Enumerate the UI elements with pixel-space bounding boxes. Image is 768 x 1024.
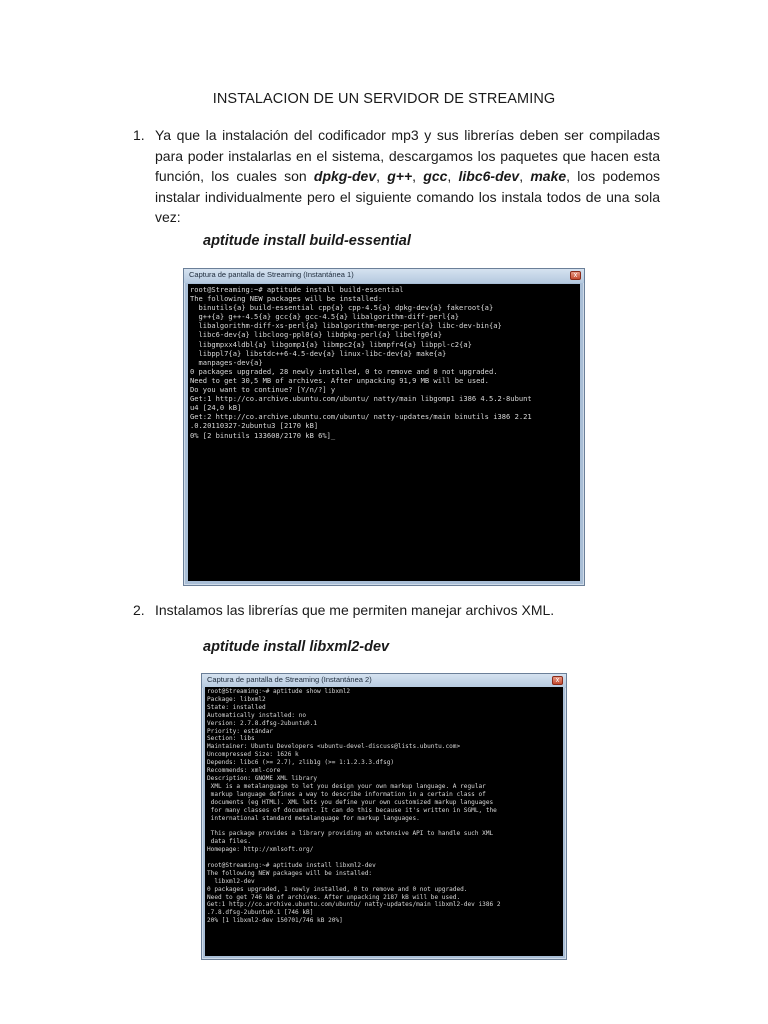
- terminal-line: The following NEW packages will be installed:: [190, 294, 383, 304]
- terminal-line: Need to get 746 kB of archives. After unpacking 2187 kB will be used.: [207, 893, 461, 901]
- terminal-line: documents (eg HTML). XML lets you define your own customized markup languages: [207, 798, 494, 806]
- package-name: g++: [387, 168, 413, 184]
- list-number: 2.: [133, 602, 145, 618]
- terminal-line: libgmpxx4ldbl{a} libgomp1{a} libmpc2{a} libmpfr4{a} libppl-c2{a}: [190, 339, 472, 349]
- terminal-line: This package provides a library providing an extensive API to handle such XML: [207, 830, 494, 838]
- terminal-line: Do you want to continue? [Y/n/?] y: [190, 385, 336, 395]
- terminal-line: 0% [2 binutils 133608/2170 kB 6%]_: [190, 430, 336, 440]
- terminal-line: Get:1 http://co.archive.ubuntu.com/ubuntu/ natty-updates/main libxml2-dev i386 2: [207, 901, 501, 909]
- terminal-line: u4 [24,0 kB]: [190, 403, 242, 413]
- terminal-line: Depends: libc6 (>= 2.7), zlib1g (>= 1:1.2.3.3.dfsg): [207, 759, 395, 767]
- terminal-line: 0 packages upgraded, 1 newly installed, 0 to remove and 0 not upgraded.: [207, 885, 468, 893]
- screenshot-window-1: [183, 268, 585, 586]
- terminal-line: manpages-dev{a}: [190, 357, 263, 367]
- separator: ,: [519, 168, 531, 184]
- terminal-line: Section: libs: [207, 735, 255, 743]
- terminal-line: .7.8.dfsg-2ubuntu0.1 [746 kB]: [207, 909, 314, 917]
- close-icon[interactable]: x: [552, 676, 563, 685]
- terminal-line: Maintainer: Ubuntu Developers <ubuntu-devel-discuss@lists.ubuntu.com>: [207, 743, 461, 751]
- terminal-line: 0 packages upgraded, 28 newly installed, 0 to remove and 0 not upgraded.: [190, 366, 498, 376]
- terminal-line: Get:2 http://co.archive.ubuntu.com/ubuntu/ natty-updates/main binutils i386 2.21: [190, 412, 532, 422]
- terminal-line: markup language defines a way to describe information in a certain class of: [207, 790, 486, 798]
- terminal-line: XML is a metalanguage to let you design your own markup language. A regular: [207, 782, 486, 790]
- window-titlebar: [202, 674, 566, 688]
- terminal-output: [205, 687, 563, 925]
- separator: ,: [376, 168, 388, 184]
- package-name: dpkg-dev: [313, 168, 377, 184]
- terminal-line: State: installed: [207, 703, 266, 711]
- terminal-line: for many classes of document. It can do this because it's written in SGML, the: [207, 806, 497, 814]
- terminal-line: .0.20110327-2ubuntu3 [2170 kB]: [190, 421, 319, 431]
- terminal-line: The following NEW packages will be installed:: [207, 869, 373, 877]
- terminal-line: Homepage: http://xmlsoft.org/: [207, 846, 314, 854]
- terminal-line: Uncompressed Size: 1626 k: [207, 751, 299, 759]
- terminal-line: root@Streaming:~# aptitude show libxml2: [207, 688, 351, 695]
- close-icon[interactable]: x: [570, 271, 581, 280]
- terminal-line: binutils{a} build-essential cpp{a} cpp-4.5{a} dpkg-dev{a} fakeroot{a}: [190, 303, 494, 313]
- terminal-line: Priority: estándar: [207, 727, 274, 735]
- command-libxml2-dev: aptitude install libxml2-dev: [203, 639, 390, 655]
- terminal-line: root@Streaming:~# aptitude install libxml2-dev: [207, 861, 376, 869]
- window-titlebar: [184, 269, 584, 283]
- list-item-1: [133, 125, 660, 228]
- document-title: INSTALACION DE UN SERVIDOR DE STREAMING: [212, 91, 556, 107]
- list-item-text: Instalamos las librerías que me permiten manejar archivos XML.: [155, 602, 555, 618]
- terminal-line: Description: GNOME XML library: [207, 774, 318, 782]
- list-number: 1.: [133, 127, 145, 143]
- terminal-line: libc6-dev{a} libcloog-ppl0{a} libdpkg-perl{a} libelfg0{a}: [190, 330, 442, 340]
- terminal-screen: [188, 284, 580, 581]
- terminal-screen: [205, 687, 563, 956]
- terminal-line: libalgorithm-diff-xs-perl{a} libalgorithm-merge-perl{a} libc-dev-bin{a}: [190, 321, 502, 331]
- terminal-line: g++{a} g++-4.5{a} gcc{a} gcc-4.5{a} libalgorithm-diff-perl{a}: [190, 312, 460, 322]
- screenshot-window-2: [201, 673, 567, 960]
- terminal-line: [207, 822, 561, 830]
- terminal-line: Get:1 http://co.archive.ubuntu.com/ubuntu/ natty/main libgomp1 i386 4.5.2-8ubunt: [190, 394, 532, 404]
- terminal-line: [207, 854, 561, 862]
- terminal-line: libxml2-dev: [207, 877, 255, 885]
- separator: ,: [447, 168, 459, 184]
- window-title: Captura de pantalla de Streaming (Instantánea 1): [189, 270, 354, 279]
- paragraph-text-end: , los podemos instalar individualmente pero el siguiente comando los instala todos de una sola vez:: [155, 168, 661, 225]
- terminal-line: root@Streaming:~# aptitude install build-essential: [190, 285, 404, 294]
- command-build-essential: aptitude install build-essential: [203, 233, 411, 249]
- terminal-line: libppl7{a} libstdc++6-4.5-dev{a} linux-libc-dev{a} make{a}: [190, 348, 447, 358]
- terminal-line: Recommends: xml-core: [207, 767, 281, 775]
- list-item-text: [155, 125, 660, 228]
- terminal-line: Automatically installed: no: [207, 711, 307, 719]
- window-title: Captura de pantalla de Streaming (Instantánea 2): [207, 675, 372, 684]
- package-name: make: [530, 168, 567, 184]
- separator: ,: [412, 168, 424, 184]
- terminal-line: 20% [1 libxml2-dev 150701/746 kB 20%]: [207, 917, 343, 925]
- terminal-output: [188, 284, 580, 440]
- list-item-2: [133, 600, 660, 621]
- terminal-line: international standard metalanguage for markup languages.: [207, 814, 420, 822]
- terminal-line: data files.: [207, 838, 252, 846]
- package-name: libc6-dev: [458, 168, 520, 184]
- paragraph-text-start: Ya que la instalación del codificador mp3 y sus librerías deben ser compiladas para poder instalarlas en el sistema, descargamos los paquetes que hacen esta función, los cuales son: [155, 127, 660, 184]
- terminal-line: Package: libxml2: [207, 695, 266, 703]
- terminal-line: Need to get 30,5 MB of archives. After unpacking 91,9 MB will be used.: [190, 375, 489, 385]
- terminal-line: Version: 2.7.8.dfsg-2ubuntu0.1: [207, 719, 318, 727]
- package-name: gcc: [423, 168, 448, 184]
